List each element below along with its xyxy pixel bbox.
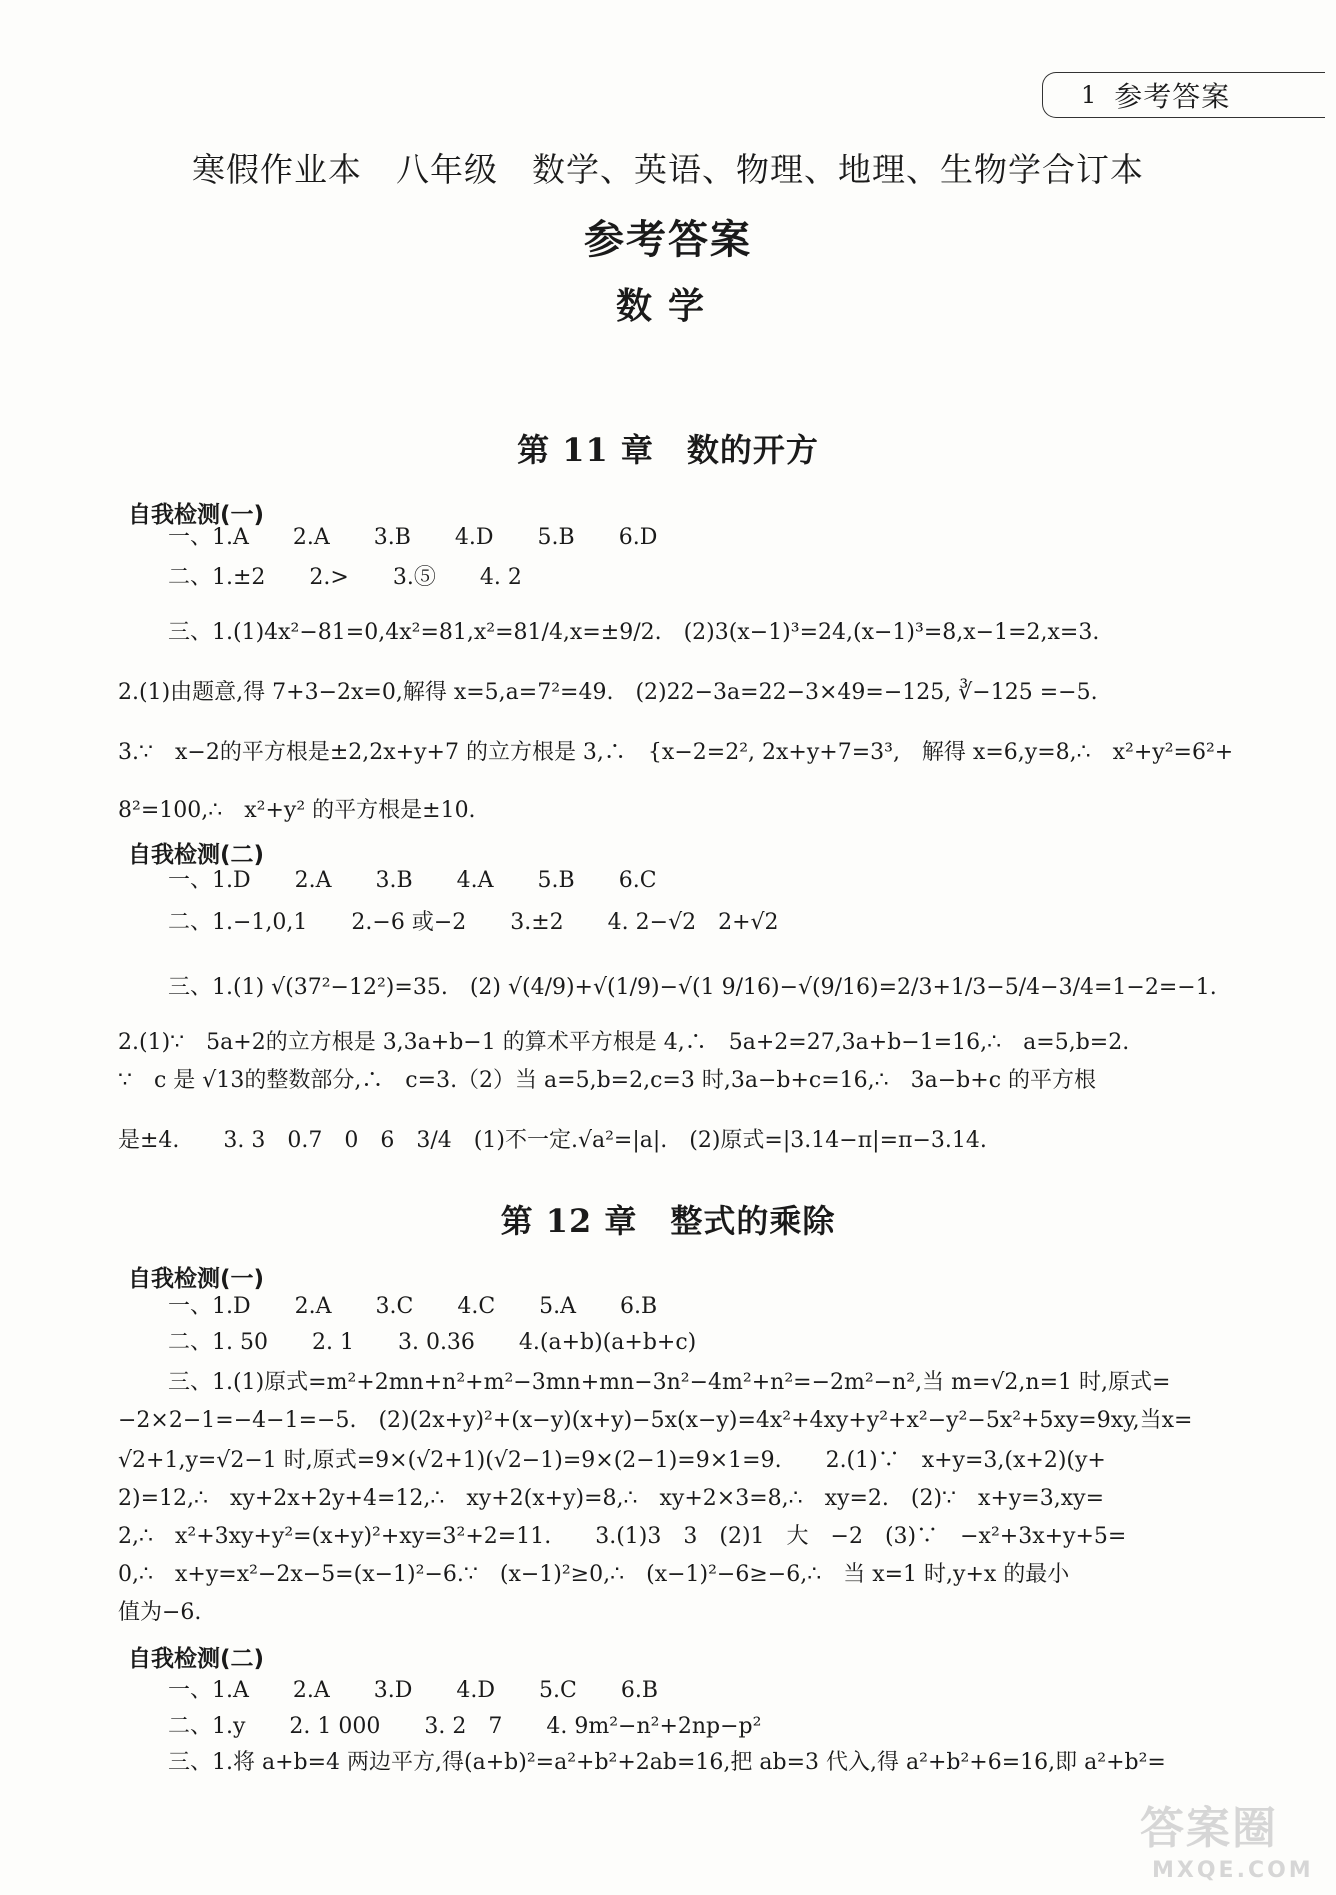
watermark-logo: 答案圈 bbox=[1140, 1803, 1278, 1854]
chapter-title: 第 12 章 整式的乘除 bbox=[500, 1202, 836, 1240]
answer-line: 三、1.(1)原式=m²+2mn+n²+m²−3mn+mn−3n²−4m²+n²=−2m²−n²,当 m=√2,n=1 时,原式= bbox=[168, 1370, 1171, 1395]
answer-line: 2,∴ x²+3xy+y²=(x+y)²+xy=3²+2=11. 3.(1)3 3 (2)1 大 −2 (3)∵ −x²+3x+y+5= bbox=[118, 1524, 1127, 1549]
answer-line: −2×2−1=−4−1=−5. (2)(2x+y)²+(x−y)(x+y)−5x(x−y)=4x²+4xy+y²+x²−y²−5x²+5xy=9xy,当x= bbox=[118, 1408, 1193, 1433]
section-title: 自我检测(二) bbox=[128, 842, 265, 868]
answer-line: 二、1.−1,0,1 2.−6 或−2 3.±2 4. 2−√2 2+√2 bbox=[168, 910, 779, 935]
subject-title: 数学 bbox=[615, 285, 720, 327]
answer-line: 一、1.D 2.A 3.B 4.A 5.B 6.C bbox=[168, 868, 657, 893]
section-title: 自我检测(一) bbox=[128, 1266, 265, 1292]
answer-line: 二、1.±2 2.> 3.⑤ 4. 2 bbox=[168, 565, 522, 590]
book-title: 寒假作业本 八年级 数学、英语、物理、地理、生物学合订本 bbox=[192, 150, 1144, 189]
answer-line: 二、1.y 2. 1 000 3. 2 7 4. 9m²−n²+2np−p² bbox=[168, 1714, 762, 1739]
chapter-title: 第 11 章 数的开方 bbox=[517, 431, 819, 469]
answer-line: 一、1.D 2.A 3.C 4.C 5.A 6.B bbox=[168, 1294, 658, 1319]
answer-line: 一、1.A 2.A 3.B 4.D 5.B 6.D bbox=[168, 525, 658, 550]
answer-line: 8²=100,∴ x²+y² 的平方根是±10. bbox=[118, 798, 476, 823]
answer-line: 0,∴ x+y=x²−2x−5=(x−1)²−6.∵ (x−1)²≥0,∴ (x−1)²−6≥−6,∴ 当 x=1 时,y+x 的最小 bbox=[118, 1562, 1070, 1587]
answer-line: 三、1.(1)4x²−81=0,4x²=81,x²=81/4,x=±9/2. (2)3(x−1)³=24,(x−1)³=8,x−1=2,x=3. bbox=[168, 620, 1100, 645]
answer-line: 值为−6. bbox=[118, 1600, 202, 1625]
answer-line: √2+1,y=√2−1 时,原式=9×(√2+1)(√2−1)=9×(2−1)=9×1=9. 2.(1)∵ x+y=3,(x+2)(y+ bbox=[118, 1448, 1106, 1473]
watermark-url: MXQE.COM bbox=[1152, 1858, 1314, 1883]
answer-line: 2.(1)由题意,得 7+3−2x=0,解得 x=5,a=7²=49. (2)22−3a=22−3×49=−125, ∛−125 =−5. bbox=[118, 680, 1098, 705]
header-label: 参考答案 bbox=[1114, 80, 1231, 113]
main-title: 参考答案 bbox=[584, 216, 752, 263]
answer-line: 是±4. 3. 3 0.7 0 6 3/4 (1)不一定.√a²=|a|. (2)原式=|3.14−π|=π−3.14. bbox=[118, 1128, 987, 1153]
answer-line: 二、1. 50 2. 1 3. 0.36 4.(a+b)(a+b+c) bbox=[168, 1330, 697, 1355]
answer-line: 2)=12,∴ xy+2x+2y+4=12,∴ xy+2(x+y)=8,∴ xy+2×3=8,∴ xy=2. (2)∵ x+y=3,xy= bbox=[118, 1486, 1105, 1511]
answer-line: 三、1.(1) √(37²−12²)=35. (2) √(4/9)+√(1/9)−√(1 9/16)−√(9/16)=2/3+1/3−5/4−3/4=1−2=−1. bbox=[168, 975, 1217, 1000]
answer-line: 一、1.A 2.A 3.D 4.D 5.C 6.B bbox=[168, 1678, 658, 1703]
page-header-tab bbox=[1042, 72, 1325, 118]
section-title: 自我检测(二) bbox=[128, 1646, 265, 1672]
page-number: 1 bbox=[1081, 81, 1097, 109]
answer-line: 2.(1)∵ 5a+2的立方根是 3,3a+b−1 的算术平方根是 4,∴ 5a+2=27,3a+b−1=16,∴ a=5,b=2. bbox=[118, 1030, 1130, 1055]
answer-line: ∵ c 是 √13的整数部分,∴ c=3.（2）当 a=5,b=2,c=3 时,3a−b+c=16,∴ 3a−b+c 的平方根 bbox=[118, 1068, 1097, 1093]
section-title: 自我检测(一) bbox=[128, 502, 265, 528]
answer-line: 3.∵ x−2的平方根是±2,2x+y+7 的立方根是 3,∴ {x−2=2², 2x+y+7=3³, 解得 x=6,y=8,∴ x²+y²=6²+ bbox=[118, 740, 1234, 765]
answer-line: 三、1.将 a+b=4 两边平方,得(a+b)²=a²+b²+2ab=16,把 ab=3 代入,得 a²+b²+6=16,即 a²+b²= bbox=[168, 1750, 1166, 1775]
